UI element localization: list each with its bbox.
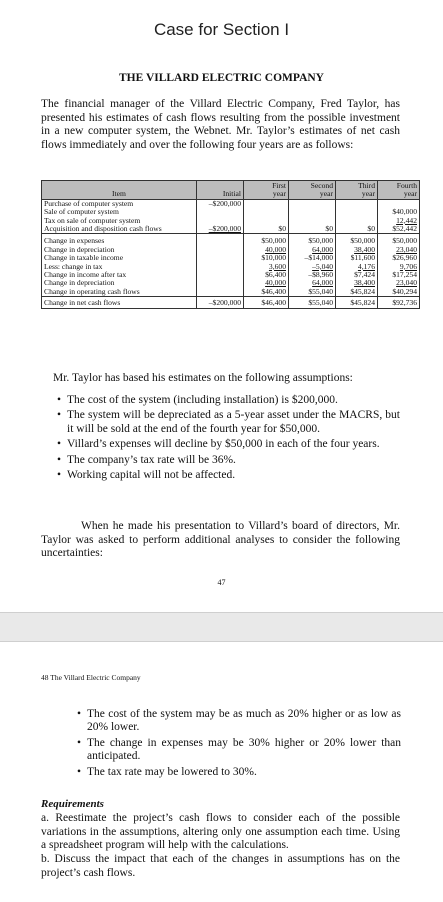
amount: 40,000 (265, 244, 286, 254)
uncertainties-list (77, 708, 401, 781)
amount: 64,000 (312, 278, 333, 288)
table-row (42, 297, 420, 308)
page-separator (0, 612, 443, 642)
cell-value (289, 297, 336, 308)
cell-value (197, 254, 244, 262)
bullet-item: • Working capital will not be affected. (57, 469, 400, 482)
amount: 3,600 (268, 261, 286, 271)
amount: $45,824 (350, 298, 375, 308)
amount: $46,400 (261, 286, 286, 296)
table-row (42, 288, 420, 297)
cell-value (197, 246, 244, 254)
row-label-text: Change in operating cash flows (44, 286, 140, 296)
cell-value (197, 297, 244, 308)
cell-value (336, 225, 378, 234)
amount: $40,294 (392, 286, 417, 296)
table-row (42, 225, 420, 234)
cell-value (197, 234, 244, 246)
amount: –$200,000 (208, 198, 241, 208)
cell-value (289, 288, 336, 297)
amount: $26,960 (392, 253, 417, 263)
bullet-item: • Villard’s expenses will decline by $50,000 in each of the four years. (57, 438, 400, 451)
cell-value (336, 199, 378, 208)
amount: 9,706 (399, 261, 417, 271)
cell-value (289, 225, 336, 234)
table-header-cell: year (378, 190, 420, 199)
cell-value (289, 199, 336, 208)
cell-value (336, 297, 378, 308)
row-label (42, 297, 197, 308)
requirement-b: b. Discuss the impact that each of the changes in assumptions has on the project’s cash flows. (41, 853, 400, 879)
cell-value (378, 288, 420, 297)
amount: 38,400 (354, 278, 375, 288)
amount: $50,000 (261, 236, 286, 246)
cell-value (197, 225, 244, 234)
row-label-text: Tax on sale of computer system (44, 215, 141, 225)
row-label-text: Acquisition and disposition cash flows (44, 224, 162, 234)
amount: $92,736 (392, 298, 417, 308)
page-number: 47 (217, 578, 226, 587)
table-header-cell: First (244, 181, 289, 191)
amount: $55,040 (308, 298, 333, 308)
table-header-cell: Item (42, 190, 197, 199)
amount: –5,040 (312, 261, 333, 271)
amount: $45,824 (350, 286, 375, 296)
cash-flow-table-body (42, 181, 420, 309)
row-label (42, 288, 197, 297)
table-header-cell: year (289, 190, 336, 199)
cell-value (244, 288, 289, 297)
row-label-text: Change in depreciation (44, 244, 115, 254)
cell-value (197, 263, 244, 271)
row-label-text: Purchase of computer system (44, 198, 134, 208)
row-label-text: Change in taxable income (44, 253, 124, 263)
row-label (42, 225, 197, 234)
intro-paragraph: The financial manager of the Villard Electric Company, Fred Taylor, has presented his estimates of cash flows resulting from the possible investment in a new computer system, the Webnet. Mr. Taylor’s estimates of net cash flows immediately and over the following four years are as follows: (41, 98, 400, 151)
amount: 38,400 (354, 244, 375, 254)
assumptions-intro: Mr. Taylor has based his estimates on the following assumptions: (53, 372, 353, 384)
amount: 64,000 (312, 244, 333, 254)
amount: $0 (367, 224, 375, 234)
page-48 (0, 642, 443, 902)
assumptions-list (57, 394, 400, 484)
table-header-cell: Fourth (378, 181, 420, 191)
cell-value (244, 199, 289, 208)
amount: $7,424 (354, 270, 375, 280)
amount: $0 (325, 224, 333, 234)
amount: $40,000 (392, 207, 417, 217)
bullet-item: • The system will be depreciated as a 5-year asset under the MACRS, but it will be sold at the end of the fourth year for $50,000. (57, 409, 400, 436)
amount: 40,000 (265, 278, 286, 288)
amount: $6,400 (265, 270, 286, 280)
row-label-text: Less: change in tax (44, 261, 103, 271)
cell-value (378, 297, 420, 308)
cell-value (197, 279, 244, 287)
requirement-a: a. Reestimate the project’s cash flows to consider each of the possible variations in the assumptions, altering only one assumption each time. Using a spreadsheet program will help with the calculations. (41, 812, 400, 851)
amount: $50,000 (308, 236, 333, 246)
row-label-text: Change in net cash flows (44, 298, 121, 308)
running-head: 48 The Villard Electric Company (41, 673, 141, 682)
amount: –$14,000 (304, 253, 333, 263)
table-header-cell: Initial (197, 190, 244, 199)
bullet-item: • The cost of the system (including installation) is $200,000. (57, 394, 400, 407)
amount: $17,254 (392, 270, 417, 280)
amount: 23,040 (396, 244, 417, 254)
row-label-text: Change in income after tax (44, 270, 127, 280)
amount: $10,000 (261, 253, 286, 263)
amount: $11,600 (350, 253, 375, 263)
amount: $52,442 (392, 224, 417, 234)
cell-value (289, 208, 336, 216)
row-label-text: Change in expenses (44, 236, 105, 246)
amount: –$200,000 (208, 224, 241, 234)
cell-value (244, 297, 289, 308)
cell-value (336, 208, 378, 216)
bullet-item: • The cost of the system may be as much as 20% higher or as low as 20% lower. (77, 708, 401, 735)
bullet-item: • The company’s tax rate will be 36%. (57, 454, 400, 467)
amount: $50,000 (392, 236, 417, 246)
table-header-cell: Third (336, 181, 378, 191)
cell-value (197, 208, 244, 216)
table-header-cell: Second (289, 181, 336, 191)
cell-value (244, 208, 289, 216)
amount: 12,442 (396, 215, 417, 225)
table-header-cell: year (244, 190, 289, 199)
cash-flow-table (41, 180, 420, 309)
amount: $50,000 (350, 236, 375, 246)
amount: 23,040 (396, 278, 417, 288)
requirements-title: Requirements (41, 798, 104, 810)
cell-value (378, 225, 420, 234)
amount: $0 (278, 224, 286, 234)
row-label-text: Change in depreciation (44, 278, 115, 288)
cell-value (197, 271, 244, 279)
cell-value (197, 288, 244, 297)
presentation-paragraph: When he made his presentation to Villard’s board of directors, Mr. Taylor was asked to perform additional analyses to consider the following uncertainties: (41, 520, 400, 559)
amount: 4,176 (357, 261, 375, 271)
bullet-item: • The change in expenses may be 30% higher or 20% lower than anticipated. (77, 737, 401, 764)
bullet-item: • The tax rate may be lowered to 30%. (77, 766, 401, 779)
row-label-text: Sale of computer system (44, 207, 119, 217)
amount: –$200,000 (208, 298, 241, 308)
case-title: THE VILLARD ELECTRIC COMPANY (118, 72, 324, 84)
cell-value (244, 225, 289, 234)
amount: –$8,960 (308, 270, 333, 280)
cell-value (336, 288, 378, 297)
amount: $55,040 (308, 286, 333, 296)
table-header-cell: year (336, 190, 378, 199)
cell-value (197, 199, 244, 208)
section-heading: Case for Section I (153, 20, 290, 39)
amount: $46,400 (261, 298, 286, 308)
